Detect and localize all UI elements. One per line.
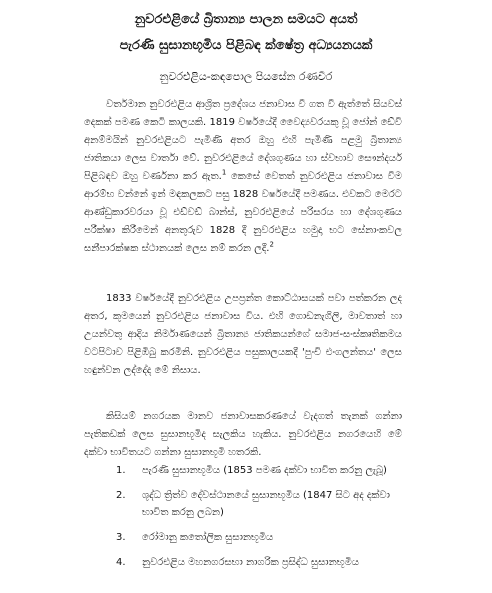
paragraph-3 bbox=[84, 408, 402, 462]
list-item-text: ශුද්ධ ත්‍රිත්ව දේවස්ථානයේ සුසානභූමිය (1847 සිට අද දක්වා භාවිත කරනු ලබන) bbox=[142, 490, 390, 518]
list-item-number: 1. bbox=[116, 465, 126, 476]
list-item bbox=[116, 487, 416, 521]
list-item-number: 2. bbox=[116, 490, 126, 501]
document-title-line-1: නුවරඑළියේ බ්‍රිතාන්‍ය පාලන සමයට අයත් bbox=[134, 12, 358, 27]
list-item-number: 3. bbox=[116, 532, 126, 543]
list-item-text: නුවරඑළිය මහනගරසභා නාගරික ප්‍රසිද්ධ සුසානභූමිය bbox=[142, 557, 359, 568]
list-item bbox=[116, 554, 416, 571]
document-title-line-2: පැරණි සුසානභූමිය පිළිබඳ ක්ෂේත්‍ර අධ්‍යයනයක් bbox=[119, 38, 373, 53]
footnote-ref-1: 1 bbox=[221, 168, 227, 177]
paragraph-2-text: 1833 වර්ෂයේදී නුවරඑළිය උපප්‍රන්ත කොට්ඨාසයක් පවා පත්කරන ලද අතර, කුමයෙන් නුවරඑළිය ජනාවාස විය. එහි ගොඩනැගිලි, මාවතාත් හා උයන්වතු ආදිය නිර්මාණයෙන් බ්‍රිතාන්‍ය ජාතිකයන්ගේ සමාජ-සංස්කෘතිකමය වටපිටාව පිළිඹිබු කරමිනි. නුවරඑළිය පසුකාලයකදී 'පුංචි එංගලන්තය' ලෙස හඳුන්වන ලද්දේද මේ නිසාය. bbox=[84, 293, 402, 376]
paragraph-3-text: කිසියම් නගරයක මානව ජනාවාසකරණයේ වැදගත් තැනක් ගන්නා පැතිකඩක් ලෙස සුසානභූමිද සැලකිය හැකිය. නුවරඑළිය නගරයෙහි මේ දක්වා භාවිතයට ගන්නා සුසානභූමි හතරකි. bbox=[84, 411, 402, 458]
paragraph-2 bbox=[84, 290, 402, 380]
paragraph-1-text: වර්තමාන නුවරඑළිය ආශ්‍රිත ප්‍රදේශය ජනාවාස වී ගත වී ඇත්තේ සියවස් දෙකක් පමණ කෙටි කාලයකි. 1819 වර්ෂයේදී වෛද්‍යවරයකු වූ ජෝන් ඩේවි අනම්මයින් නුවරඑළියට පැමිණි අතර ඔහු එහි පැමිණි පළමු බ්‍රිතාන්‍ය ජාතිකයා ලෙස වාර්තා වේ. නුවරඑළියේ දේශගුණය හා ස්වභාව සෞන්දර්ය පිළිබඳව ඔහු වර්ණනා කර ඇත. bbox=[84, 99, 402, 182]
list-item-number: 4. bbox=[116, 557, 126, 568]
list-item-text: පැරණි සුසානභූමිය (1853 පමණ දක්වා භාවිත කරනු ලැබූ) bbox=[142, 465, 387, 476]
paragraph-1-text-cont: කෙසේ වෙතත් නුවරඑළිය ජනාවාස වීම ආරම්භ වන්නේ ඉන් මඳකලකට පසු 1828 වර්ෂයේදී පමණය. එවකට මෙරට ආණ්ඩුකාරවරයා වූ එඩ්වඩ් බාන්ස්, නුවරඑළියේ පරිසරය හා දේශගුණය පරීක්ෂා කිරීමෙන් අනතුරුව 1828 දී නුවරඑළිය හමුදා භට සේනාංකවල සනීපාරක්ෂක ස්ථානයක් ලෙස නම් කරන ලදී. bbox=[84, 171, 403, 254]
list-item-text: රෝමානු කතෝලික සුසානභූමිය bbox=[142, 532, 274, 543]
footnote-ref-2: 2 bbox=[269, 240, 274, 249]
list-item bbox=[116, 462, 416, 479]
paragraph-1 bbox=[84, 96, 402, 258]
cemetery-list bbox=[116, 462, 416, 571]
list-item bbox=[116, 529, 416, 546]
document-author: නුවරඑළිය-කඳපොල පියසේන රණවීර bbox=[159, 70, 333, 83]
